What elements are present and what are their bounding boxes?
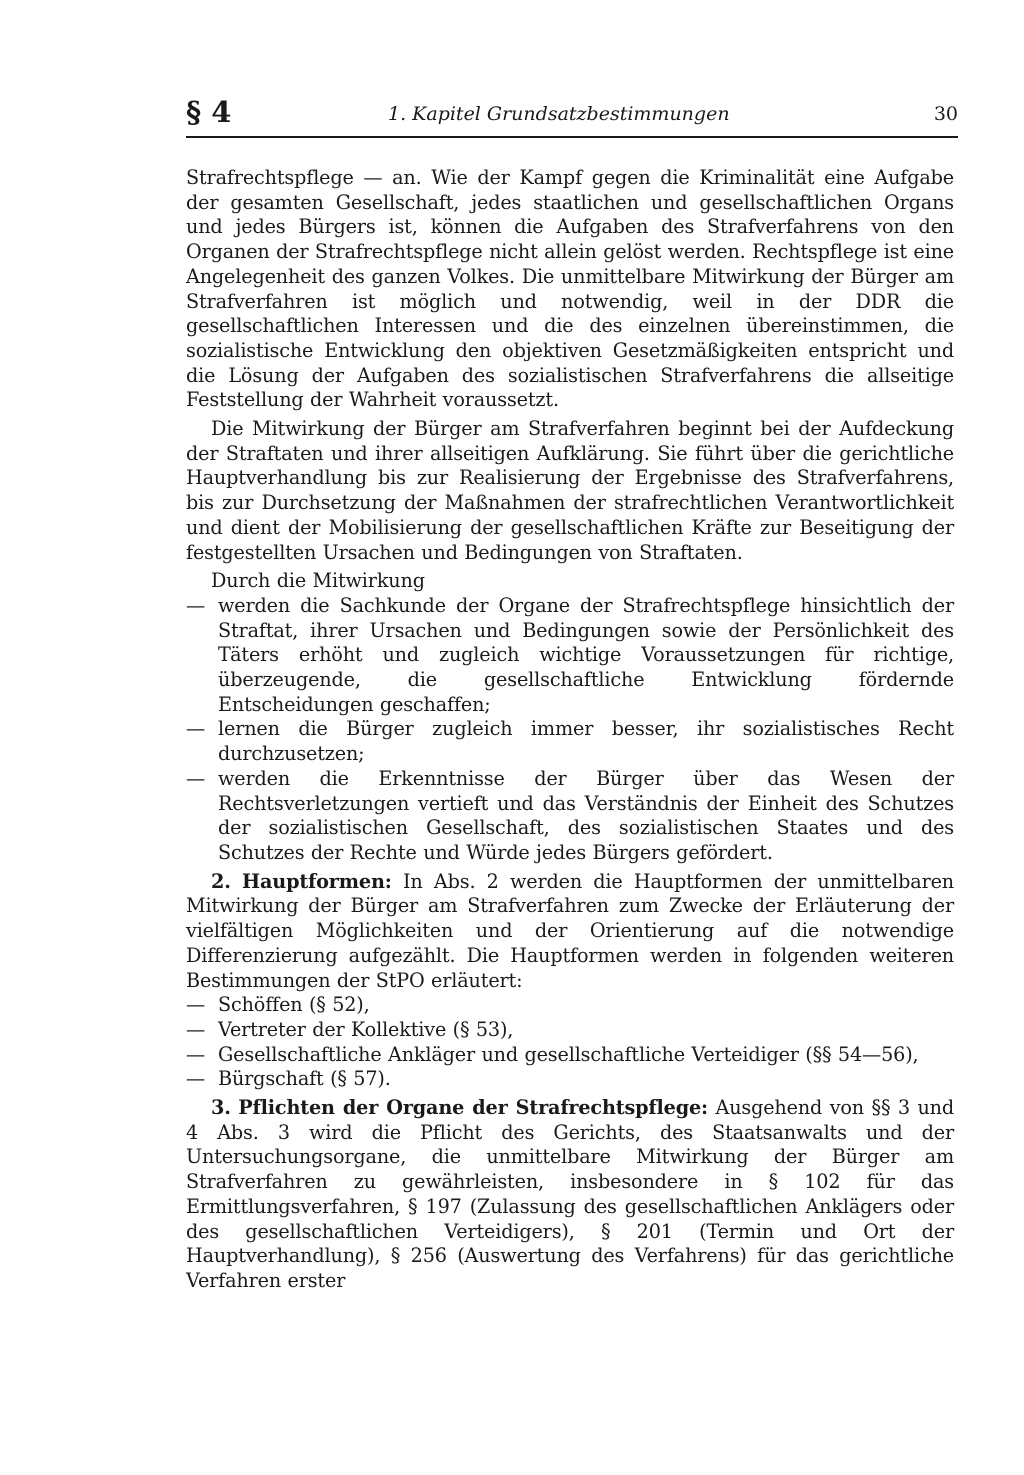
- paragraph-1: Strafrechtspflege — an. Wie der Kampf gegen die Kriminalität eine Aufgabe der gesamten Gesellschaft, jedes staatlichen und gesellschaftlichen Organs und jedes Bürgers ist, können die Aufgaben des Strafverfahrens von den Organen der Strafrechtspflege nicht allein gelöst werden. Rechtspflege ist eine Angelegenheit des ganzen Volkes. Die unmittelbare Mitwirkung der Bürger am Strafverfahren ist möglich und notwendig, weil in der DDR die gesellschaftlichen Interessen und die des einzelnen übereinstimmen, die sozialistische Entwicklung den objektiven Gesetzmäßigkeiten entspricht und die Lösung der Aufgaben des sozialistischen Strafverfahrens die allseitige Feststellung der Wahrheit voraussetzt.: [186, 166, 954, 412]
- list-item: — Gesellschaftliche Ankläger und gesellschaftliche Verteidiger (§§ 54—56),: [186, 1043, 954, 1068]
- main-forms-list: [186, 993, 954, 1092]
- effects-list: [186, 594, 954, 866]
- list-item: — Vertreter der Kollektive (§ 53),: [186, 1018, 954, 1043]
- list-item: — Schöffen (§ 52),: [186, 993, 954, 1018]
- page-header: [186, 92, 958, 142]
- body-text: [186, 166, 954, 1294]
- item-text: In Abs. 2 werden die Hauptformen der unmittelbaren Mitwirkung der Bürger am Strafverfahren zum Zwecke der Erläuterung der vielfältigen Möglichkeiten und der Orientierung auf die notwendige Differenzierung aufgezählt. Die Hauptformen werden in folgenden weiteren Bestimmungen der StPO erläutert:: [186, 869, 955, 992]
- item-term: Hauptformen:: [242, 869, 392, 893]
- list-intro: Durch die Mitwirkung: [211, 569, 425, 593]
- list-item: — lernen die Bürger zugleich immer besser, ihr sozialistisches Recht durchzusetzen;: [186, 717, 954, 766]
- numbered-item-3: [186, 1096, 954, 1294]
- chapter-title: 1. Kapitel Grundsatzbestimmungen: [388, 103, 730, 125]
- paragraph-2: Die Mitwirkung der Bürger am Strafverfahren beginnt bei der Aufdeckung der Straftaten und ihrer allseitigen Aufklärung. Sie führt über die gerichtliche Hauptverhandlung bis zur Realisierung der Ergebnisse des Strafverfahrens, bis zur Durchsetzung der Maßnahmen der strafrechtlichen Verantwortlichkeit und dient der Mobilisierung der gesellschaftlichen Kräfte zur Beseitigung der festgestellten Ursachen und Bedingungen von Straftaten.: [186, 417, 954, 564]
- numbered-item-2: [186, 870, 954, 994]
- item-text: Ausgehend von §§ 3 und 4 Abs. 3 wird die Pflicht des Gerichts, des Staatsanwalts und der Untersuchungsorgane, die unmittelbare Mitwirkung der Bürger am Strafverfahren zu gewährleisten, insbesondere in § 102 für das Ermittlungsverfahren, § 197 (Zulassung des gesellschaftlichen Anklägers oder des gesellschaftlichen Verteidigers), § 201 (Termin und Ort der Hauptverhandlung), § 256 (Auswertung des Verfahrens) für das gerichtliche Verfahren erster: [186, 1096, 954, 1292]
- page-number: 30: [933, 103, 958, 125]
- item-term: Pflichten der Organe der Strafrechtspflege:: [238, 1096, 708, 1120]
- list-item: — werden die Erkenntnisse der Bürger über das Wesen der Rechtsverletzungen vertieft und das Verständnis der Einheit des Schutzes der sozialistischen Gesellschaft, des sozialistischen Staates und des Schutzes der Rechte und Würde jedes Bürgers gefördert.: [186, 767, 954, 866]
- item-number: 3.: [211, 1096, 231, 1120]
- list-item: — Bürgschaft (§ 57).: [186, 1067, 954, 1092]
- header-rule: [186, 136, 958, 138]
- item-number: 2.: [211, 869, 231, 893]
- list-item: — werden die Sachkunde der Organe der Strafrechtspflege hinsichtlich der Straftat, ihrer Ursachen und Bedingungen sowie der Persönlichkeit des Täters erhöht und zugleich wichtige Voraussetzungen für richtige, überzeugende, die gesellschaftliche Entwicklung fördernde Entscheidungen geschaffen;: [186, 594, 954, 718]
- section-mark: § 4: [186, 95, 232, 129]
